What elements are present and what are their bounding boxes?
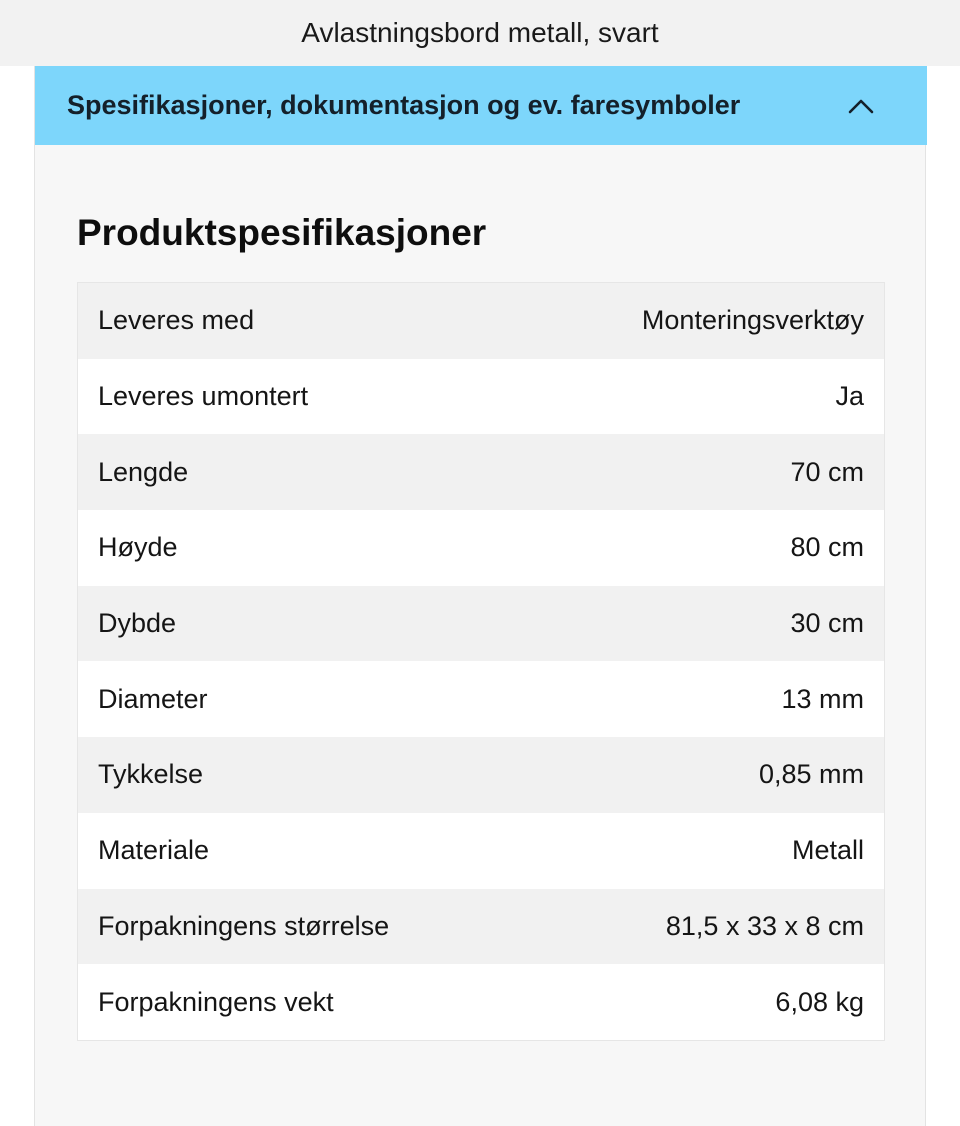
table-row [78,283,884,359]
page-title: Avlastningsbord metall, svart [301,17,659,48]
chevron-up-icon[interactable] [847,92,875,120]
table-row [78,434,884,510]
table-row [78,813,884,889]
spec-value: 70 cm [790,456,864,487]
spec-label: Materiale [98,835,210,866]
spec-value: 80 cm [790,532,864,563]
top-bar [0,0,960,66]
table-row [78,510,884,586]
spec-label: Forpakningens vekt [98,986,334,1017]
spec-label: Forpakningens størrelse [98,910,390,941]
spec-label: Leveres med [98,305,255,336]
spec-value: 81,5 x 33 x 8 cm [665,910,864,941]
spec-table [77,282,885,1041]
spec-label: Tykkelse [98,759,204,790]
accordion-title: Spesifikasjoner, dokumentasjon og ev. faresymboler [67,90,741,120]
spec-value: Monteringsverktøy [641,305,864,336]
section-title: Produktspesifikasjoner [77,212,487,253]
table-row [78,586,884,662]
spec-label: Diameter [98,683,208,714]
table-row [78,661,884,737]
spec-value: 13 mm [781,683,864,714]
table-row [78,889,884,965]
spec-label: Lengde [98,456,189,487]
table-row [78,964,884,1040]
table-row [78,359,884,435]
spec-value: 30 cm [790,608,864,639]
spec-value: Ja [835,381,864,412]
spec-label: Leveres umontert [98,381,309,412]
spec-value: 0,85 mm [758,759,864,790]
specifications-accordion-toggle[interactable] [35,66,927,145]
spec-value: Metall [791,835,864,866]
spec-value: 6,08 kg [775,986,864,1017]
table-row [78,737,884,813]
spec-label: Høyde [98,532,178,563]
specifications-panel [34,66,926,1126]
spec-label: Dybde [98,608,177,639]
